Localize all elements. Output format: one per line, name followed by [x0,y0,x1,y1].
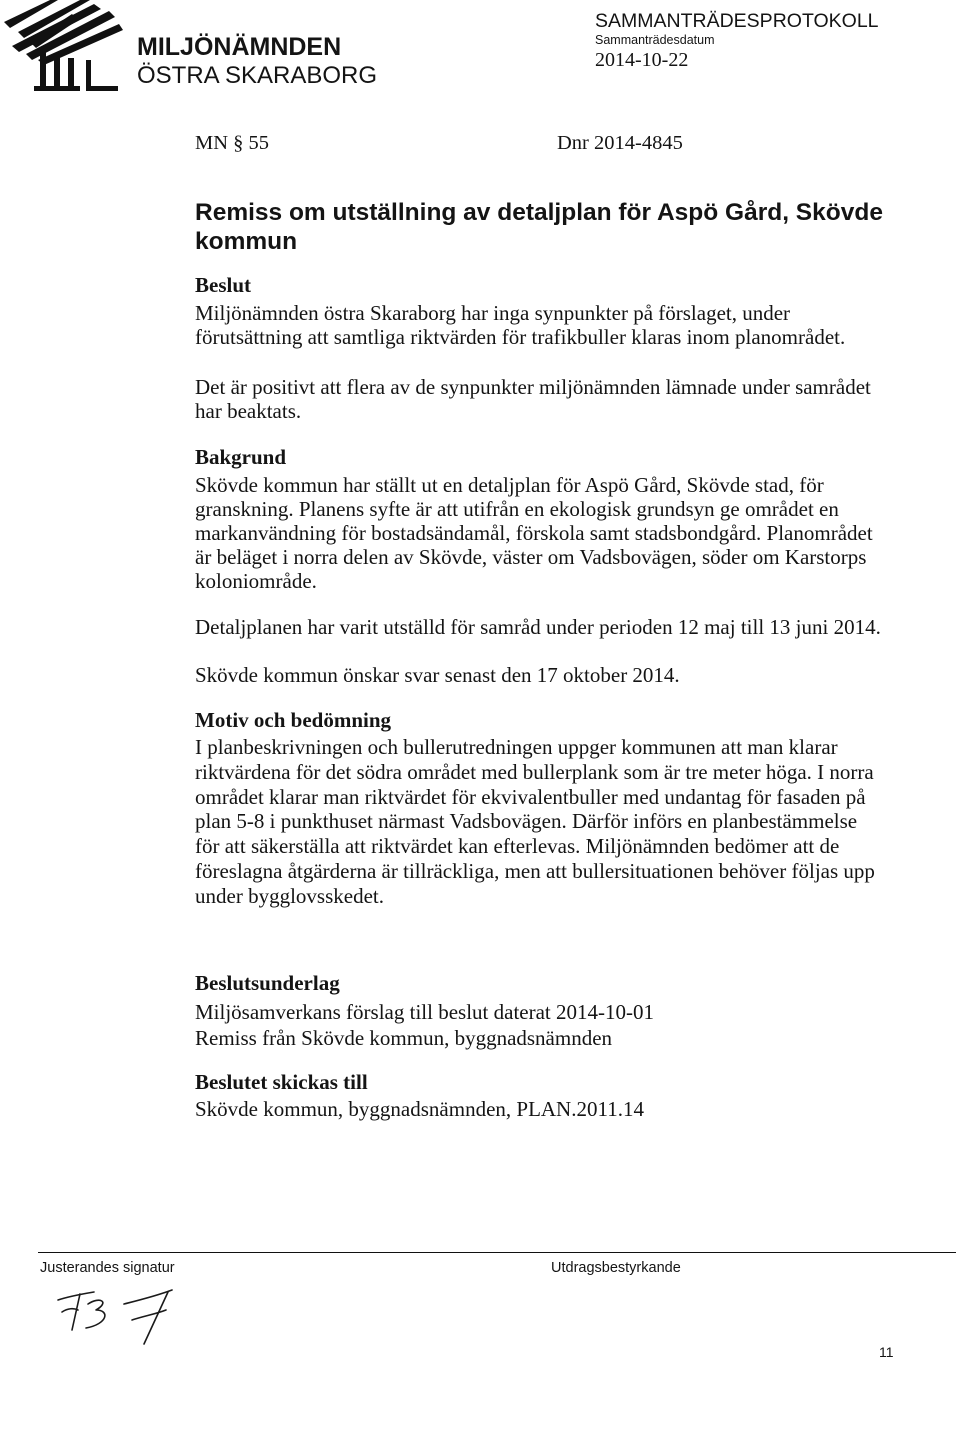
text-line: markanvändning för bostadsändamål, förskola samt stadsbondgård. Planområdet [195,520,873,545]
list-beslutsunderlag [195,999,654,1051]
paragraph-bakgrund-3 [195,663,680,687]
paragraph-bakgrund-1 [195,474,873,594]
document-title [195,198,883,256]
header-org-name: MILJÖNÄMNDEN [137,33,342,61]
list-item: Miljösamverkans förslag till beslut daterat 2014-10-01 [195,1000,654,1024]
paragraph-beslut-2 [195,375,871,424]
section-heading-skickas-till: Beslutet skickas till [195,1070,368,1094]
paragraph-number: MN § 55 [195,132,270,154]
text-line: Miljönämnden östra Skaraborg har inga synpunkter på förslaget, under [195,301,791,325]
footer-divider [38,1252,956,1253]
extract-certification-label: Utdragsbestyrkande [551,1260,681,1276]
text-line: under bygglovsskedet. [195,883,384,908]
section-heading-beslutsunderlag: Beslutsunderlag [195,971,340,995]
list-item: Remiss från Skövde kommun, byggnadsnämnden [195,1026,613,1050]
text-line: granskning. Planens syfte är att utifrån en ekologisk grundsyn ge området en [195,496,839,521]
header-org-region: ÖSTRA SKARABORG [137,62,378,89]
text-line: I planbeskrivningen och bullerutredningen uppger kommunen att man klarar [195,735,838,759]
text-line: föreslagna åtgärderna är tillräckliga, men att bullersituationen behöver följas upp [195,858,875,883]
list-skickas-till [195,1097,644,1121]
header-meeting-date: 2014-10-22 [595,49,689,71]
text-line: Skövde kommun har ställt ut en detaljplan för Aspö Gård, Skövde stad, för [195,473,824,497]
text-line: för att säkerställa att riktvärdet kan efterlevas. Miljönämnden bedömer att de [195,834,840,859]
text-line: Skövde kommun önskar svar senast den 17 oktober 2014. [195,663,680,687]
section-heading-bakgrund: Bakgrund [195,445,287,469]
section-heading-beslut: Beslut [195,273,252,297]
text-line: förutsättning att samtliga riktvärden för trafikbuller klaras inom planområdet. [195,325,846,350]
text-line: plan 5-8 i punkthuset närmast Vadsbovägen. Därför införs en planbestämmelse [195,809,858,834]
text-line: Detaljplanen har varit utställd för samråd under perioden 12 maj till 13 juni 2014. [195,615,881,639]
page-number: 11 [879,1344,894,1360]
paragraph-beslut-1 [195,301,845,350]
header-date-label: Sammanträdesdatum [595,33,715,47]
text-line: riktvärdena för det södra området med bullerplank som är tre meter höga. I norra [195,759,874,784]
tree-logo-icon [0,0,135,95]
section-heading-motiv: Motiv och bedömning [195,708,392,732]
text-line: Det är positivt att flera av de synpunkter miljönämnden lämnade under samrådet [195,375,871,399]
header-doc-type: SAMMANTRÄDESPROTOKOLL [595,10,879,32]
list-item: Skövde kommun, byggnadsnämnden, PLAN.2011.14 [195,1097,644,1121]
diary-number: Dnr 2014-4845 [557,132,683,154]
title-line: Remiss om utställning av detaljplan för Aspö Gård, Skövde [195,199,883,226]
text-line: koloniområde. [195,568,317,593]
paragraph-motiv [195,735,875,909]
handwritten-signature [48,1278,178,1350]
text-line: området klarar man riktvärdet för ekvivalentbuller med undantag för fasaden på [195,784,866,809]
title-line: kommun [195,228,298,255]
paragraph-bakgrund-2 [195,615,881,639]
signature-label: Justerandes signatur [40,1260,175,1276]
text-line: har beaktats. [195,399,302,424]
text-line: är beläget i norra delen av Skövde, väster om Vadsbovägen, söder om Karstorps [195,544,867,569]
